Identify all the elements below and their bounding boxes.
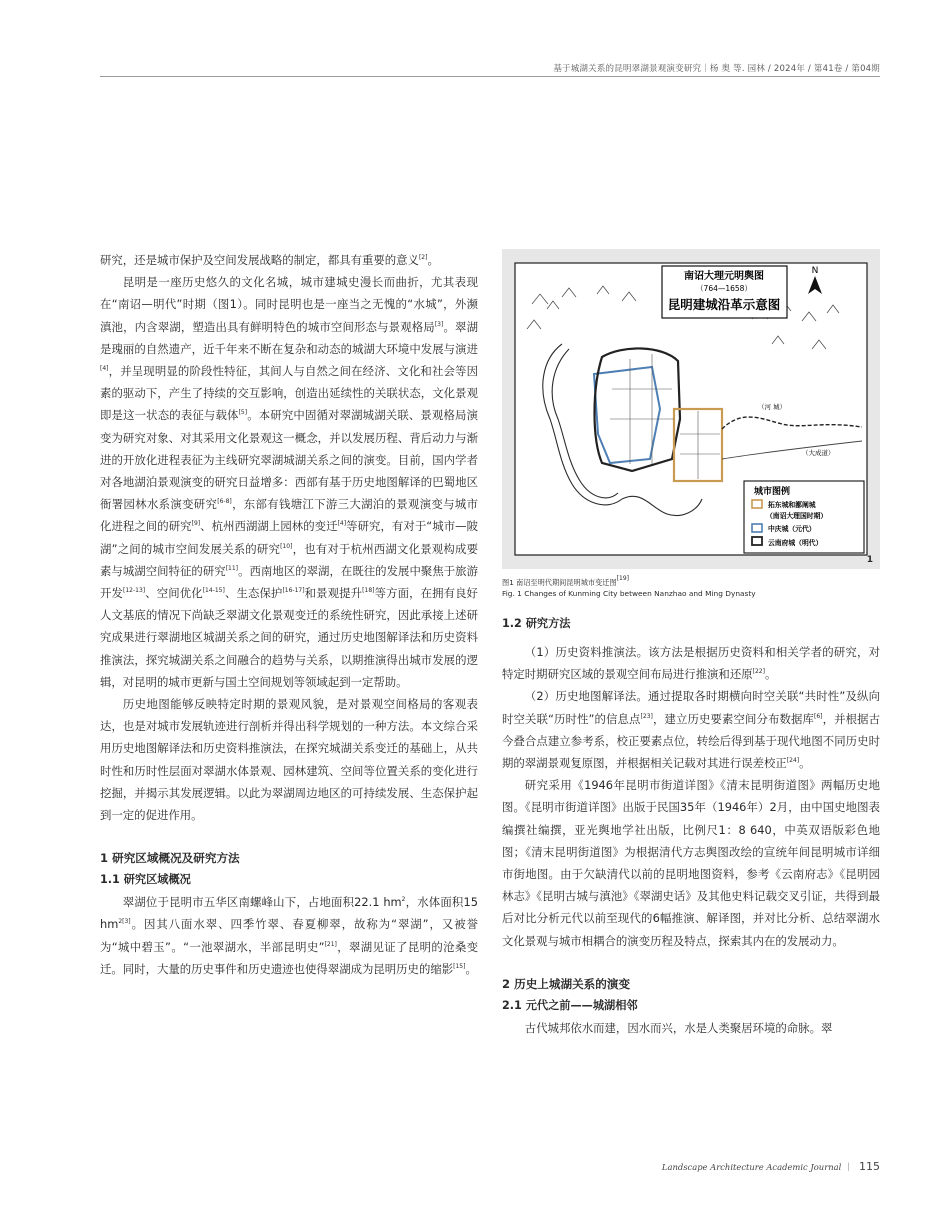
map-legend <box>744 481 864 553</box>
section-heading-1-2: 1.2 研究方法 <box>502 617 571 630</box>
map-title-years: （764—1658） <box>696 284 752 293</box>
right-column <box>502 249 880 1039</box>
page-footer <box>100 1160 880 1173</box>
kunming-city-map <box>502 249 880 569</box>
legend-item-4: 云南府城（明代） <box>768 539 823 547</box>
section-heading-1: 1 研究区域概况及研究方法 <box>100 851 240 866</box>
running-header: 基于城湖关系的昆明翠湖景观演变研究｜杨 奥 等. 园林 / 2024年 / 第41卷 / 第04期 <box>553 64 880 74</box>
map-title-line1: 南诏大理元明舆图 <box>684 271 764 282</box>
paragraph-kunming-history: 昆明是一座历史悠久的文化名城，城市建城史漫长而曲折，尤其表现在“南诏—明代”时期（图1）。同时昆明也是一座当之无愧的“水城”，外濒滇池，内含翠湖，塑造出具有鲜明特色的城市空间形态与景观格局[3]。翠湖是瑰丽的自然遗产，近千年来不断在复杂和动态的城湖大环境中发展与演进[4]，并呈现明显的阶段性特征，其间人与自然之间在经济、文化和社会等因素的驱动下，产生了持续的交互影响，创造出延续性的关联状态，文化景观即是这一状态的表征与载体[5]。本研究中固循对翠湖城湖关联、景观格局演变为研究对象、对其采用文化景观这一概念，并以发展历程、背后动力与渐进的开放化进程表征为主线研究翠湖城湖关系之间的演变。目前，国内学者对各地湖泊景观演变的研究日益增多：西部有基于历史地图解译的巴蜀地区衙署园林水系演变研究[6-8]，东部有钱塘江下游三大湖泊的景观演变与城市化进程之间的研究[9]、杭州西湖湖上园林的变迁[4]等研究，有对于“城市—陂湖”之间的城市空间发展关系的研究[10]，也有对于杭州西湖文化景观构成要素与城湖空间特征的研究[11]。西南地区的翠湖，在既往的发展中聚焦于旅游开发[12-13]、空间优化[14-15]、生态保护[16-17]和景观提升[18]等方面，在拥有良好人文基底的情况下尚缺乏翠湖文化景观变迁的系统性研究，因此承接上述研究成果进行翠湖地区城湖关系之间的研究，通过历史地图解译法和历史资料推演法，探究城湖关系之间融合的趋势与关系，以期推演得出城市发展的逻辑，对昆明的城市更新与国土空间规划等领域起到一定帮助。 <box>100 275 478 689</box>
page-number: 115 <box>859 1160 880 1173</box>
paragraph-study-area: 翠湖位于昆明市五华区南螺峰山下，占地面积22.1 $hm^2$，水体面积15 $hm^{2[3]}$。因其八面水翠、四季竹翠、春夏柳翠，故称为“翠湖”，又被誉为“城中碧玉”。“一池翠湖水，半部昆明史”[21]，翠湖见证了昆明的沧桑变迁。同时，大量的历史事件和历史遗迹也使得翠湖成为昆明历史的缩影[15]。 <box>100 895 478 976</box>
footer-separator: ｜ <box>843 1162 853 1172</box>
label-river: （河 城） <box>758 403 787 411</box>
paragraph-historical-maps: 历史地图能够反映特定时期的景观风貌，是对景观空间格局的客观表达，也是对城市发展轨迹进行剖析并得出科学规划的一种方法。本文综合采用历史地图解译法和历史资料推演法，在探究城湖关系变迁的基础上，从共时性和历时性层面对翠湖水体景观、园林建筑、空间等位置关系的变化进行挖掘，并揭示其发展逻辑。以此为翠湖周边地区的可持续发展、生态保护起到一定的促进作用。 <box>100 697 478 823</box>
paragraph-method-1: （1）历史资料推演法。该方法是根据历史资料和相关学者的研究，对特定时期研究区域的景观空间布局进行推演和还原[22]。 <box>502 645 880 682</box>
svg-text:N: N <box>811 266 819 276</box>
label-big-road: （大成道） <box>802 449 835 457</box>
legend-item-3: 中庆城（元代） <box>768 525 816 533</box>
paragraph-maps-used: 研究采用《1946年昆明市街道详图》《清末昆明街道图》两幅历史地图。《昆明市街道详图》出版于民国35年（1946年）2月，由中国史地图表编撰社编撰，亚光舆地学社出版，比例尺1：8 640，中英双语版彩色地图；《清末昆明街道图》为根据清代方志舆图改绘的宣统年间昆明城市详细市街地图。由于欠缺清代以前的昆明地图资料，参考《云南府志》《昆明园林志》《昆明古城与滇池》《翠湖史话》及其他史料记载交叉引证，共得到最后对比分析元代以前至现代的6幅推演、解译图，并对比分析、总结翠湖水文化景观与城市相耦合的演变历程及特点，探索其内在的发展动力。 <box>502 778 880 948</box>
paragraph-method-2: （2）历史地图解译法。通过提取各时期横向时空关联“共时性”及纵向时空关联“历时性”的信息点[23]，建立历史要素空间分布数据库[6]，并根据古今叠合点建立参考系，校正要素点位，转绘后得到基于现代地图不同历史时期的翠湖景观复原图，并根据相关记载对其进行误差校正[24]。 <box>502 689 880 771</box>
figure-caption-en: Fig. 1 Changes of Kunming City between Nanzhao and Ming Dynasty <box>502 589 756 598</box>
section-heading-2: 2 历史上城湖关系的演变 <box>502 976 631 991</box>
legend-item-2: （南诏大理国时期） <box>766 512 828 520</box>
figure-caption-cn: 图1 南诏至明代期间昆明城市变迁图[19] <box>502 575 629 587</box>
header-rule <box>100 76 880 77</box>
figure-1 <box>502 249 880 569</box>
map-title-main: 昆明建城沿革示意图 <box>667 297 781 312</box>
section-heading-1-1: 1.1 研究区域概况 <box>100 873 191 887</box>
paragraph-intro-end: 研究，还是城市保护及空间发展战略的制定，都具有重要的意义[2]。 <box>100 253 439 267</box>
legend-item-1: 拓东城和鄯阐城 <box>768 501 816 509</box>
paragraph-ancient-cities: 古代城邦依水而建，因水而兴，水是人类聚居环境的命脉。翠 <box>524 1020 833 1035</box>
figure-number: 1 <box>866 555 873 565</box>
legend-title: 城市图例 <box>754 487 791 497</box>
section-heading-2-1: 2.1 元代之前——城湖相邻 <box>502 998 638 1012</box>
left-column <box>100 249 478 980</box>
journal-name: Landscape Architecture Academic Journal <box>661 1162 842 1172</box>
